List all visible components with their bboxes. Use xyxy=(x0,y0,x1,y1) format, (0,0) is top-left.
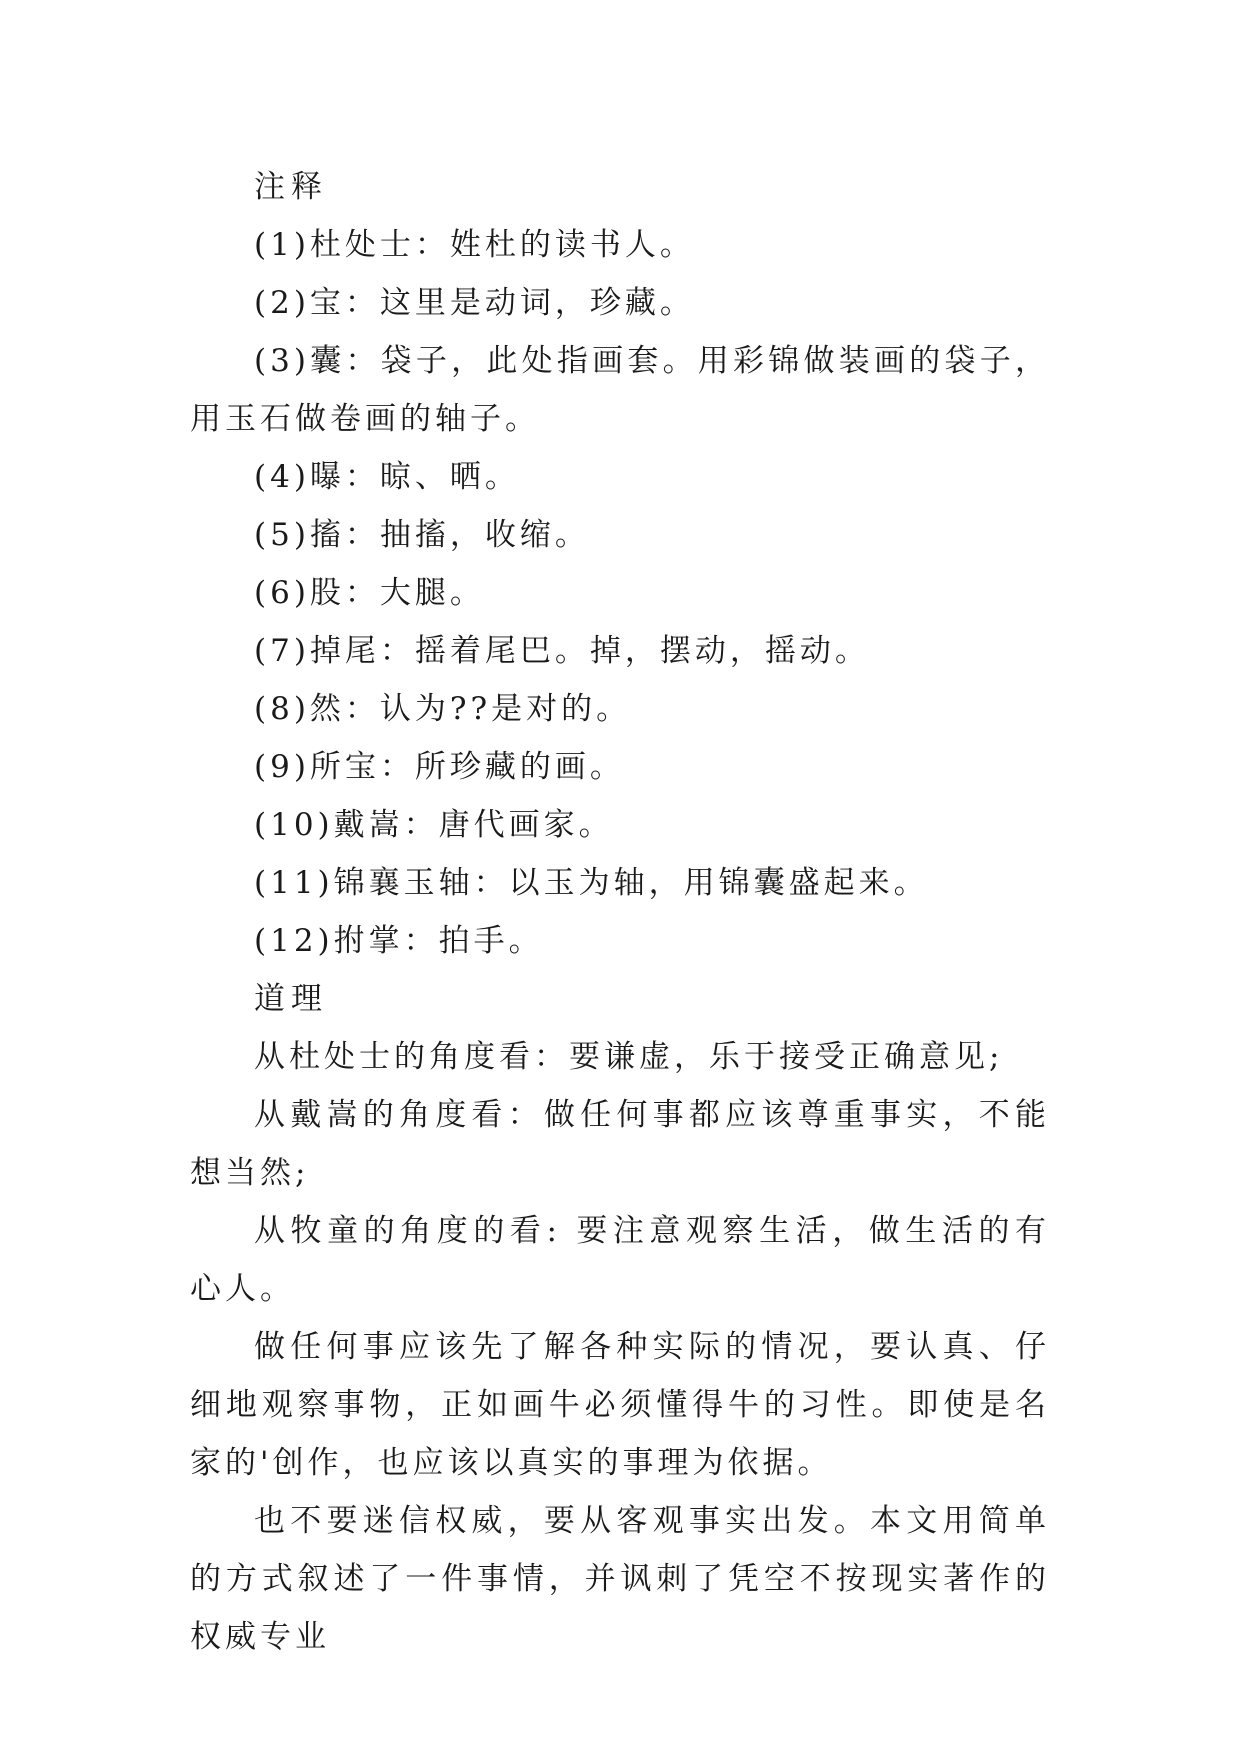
note-item: (11)锦襄玉轴：以玉为轴，用锦囊盛起来。 xyxy=(254,865,929,901)
moral-paragraph: 做任何事应该先了解各种实际的情况，要认真、仔细地观察事物，正如画牛必须懂得牛的习性。即使是名家的'创作，也应该以真实的事理为依据。 xyxy=(190,1329,1050,1481)
note-item: (10)戴嵩：唐代画家。 xyxy=(254,807,614,843)
note-item: (9)所宝：所珍藏的画。 xyxy=(254,749,625,785)
moral-paragraph: 从杜处士的角度看：要谦虚，乐于接受正确意见; xyxy=(254,1039,1004,1075)
note-item: (7)掉尾：摇着尾巴。掉，摆动，摇动。 xyxy=(254,633,870,669)
note-item: (12)拊掌：拍手。 xyxy=(254,923,544,959)
document-body xyxy=(190,158,1050,1666)
note-item: (5)搐：抽搐，收缩。 xyxy=(254,517,590,553)
note-item: (3)囊：袋子，此处指画套。用彩锦做装画的袋子，用玉石做卷画的轴子。 xyxy=(190,343,1050,437)
note-item: (2)宝：这里是动词，珍藏。 xyxy=(254,285,695,321)
note-item: (6)股：大腿。 xyxy=(254,575,485,611)
note-item: (4)曝：晾、晒。 xyxy=(254,459,520,495)
moral-paragraph: 从戴嵩的角度看：做任何事都应该尊重事实，不能想当然; xyxy=(190,1097,1050,1191)
annotation-heading: 注释 xyxy=(254,169,328,205)
note-item: (8)然：认为??是对的。 xyxy=(254,691,632,727)
moral-paragraph: 也不要迷信权威，要从客观事实出发。本文用简单的方式叙述了一件事情，并讽刺了凭空不按现实著作的权威专业 xyxy=(190,1503,1050,1655)
moral-paragraph: 从牧童的角度的看: 要注意观察生活，做生活的有心人。 xyxy=(190,1213,1050,1307)
moral-heading: 道理 xyxy=(254,981,328,1017)
note-item: (1)杜处士：姓杜的读书人。 xyxy=(254,227,695,263)
